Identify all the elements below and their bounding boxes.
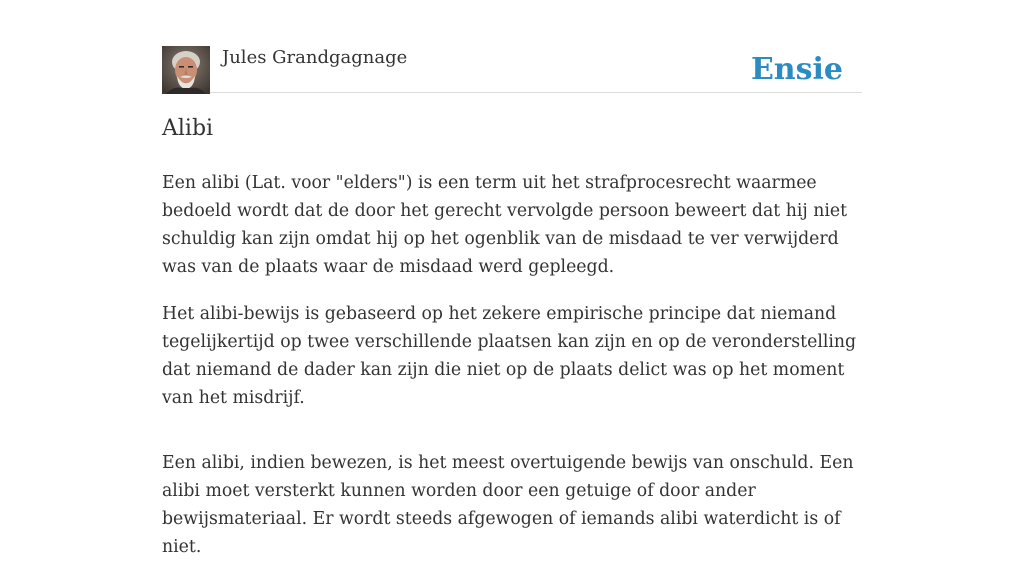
paragraph: Een alibi, indien bewezen, is het meest overtuigende bewijs van onschuld. Een alibi moet versterkt kunnen worden door een getuige of door ander bewijsmateriaal. Er wordt steeds afgewogen of iemands alibi waterdicht is of niet. xyxy=(162,453,854,557)
avatar[interactable] xyxy=(162,46,210,94)
brand-logo-link[interactable]: Ensie xyxy=(750,52,843,87)
header xyxy=(162,46,862,93)
article-body xyxy=(162,169,862,580)
page-title: Alibi xyxy=(162,116,214,141)
paragraph: Het alibi-bewijs is gebaseerd op het zekere empirische principe dat niemand tegelijkertijd op twee verschillende plaatsen kan zijn en op de veronderstelling dat niemand de dader kan zijn die niet op de plaats delict was op het moment van het misdrijf. xyxy=(162,304,857,408)
paragraph: Een alibi (Lat. voor "elders") is een term uit het strafprocesrecht waarmee bedoeld wordt dat de door het gerecht vervolgde persoon beweert dat hij niet schuldig kan zijn omdat hij op het ogenblik van de misdaad te ver verwijderd was van de plaats waar de misdaad werd gepleegd. xyxy=(162,173,848,277)
author-name[interactable]: Jules Grandgagnage xyxy=(222,47,408,68)
avatar-portrait-image xyxy=(162,46,210,94)
